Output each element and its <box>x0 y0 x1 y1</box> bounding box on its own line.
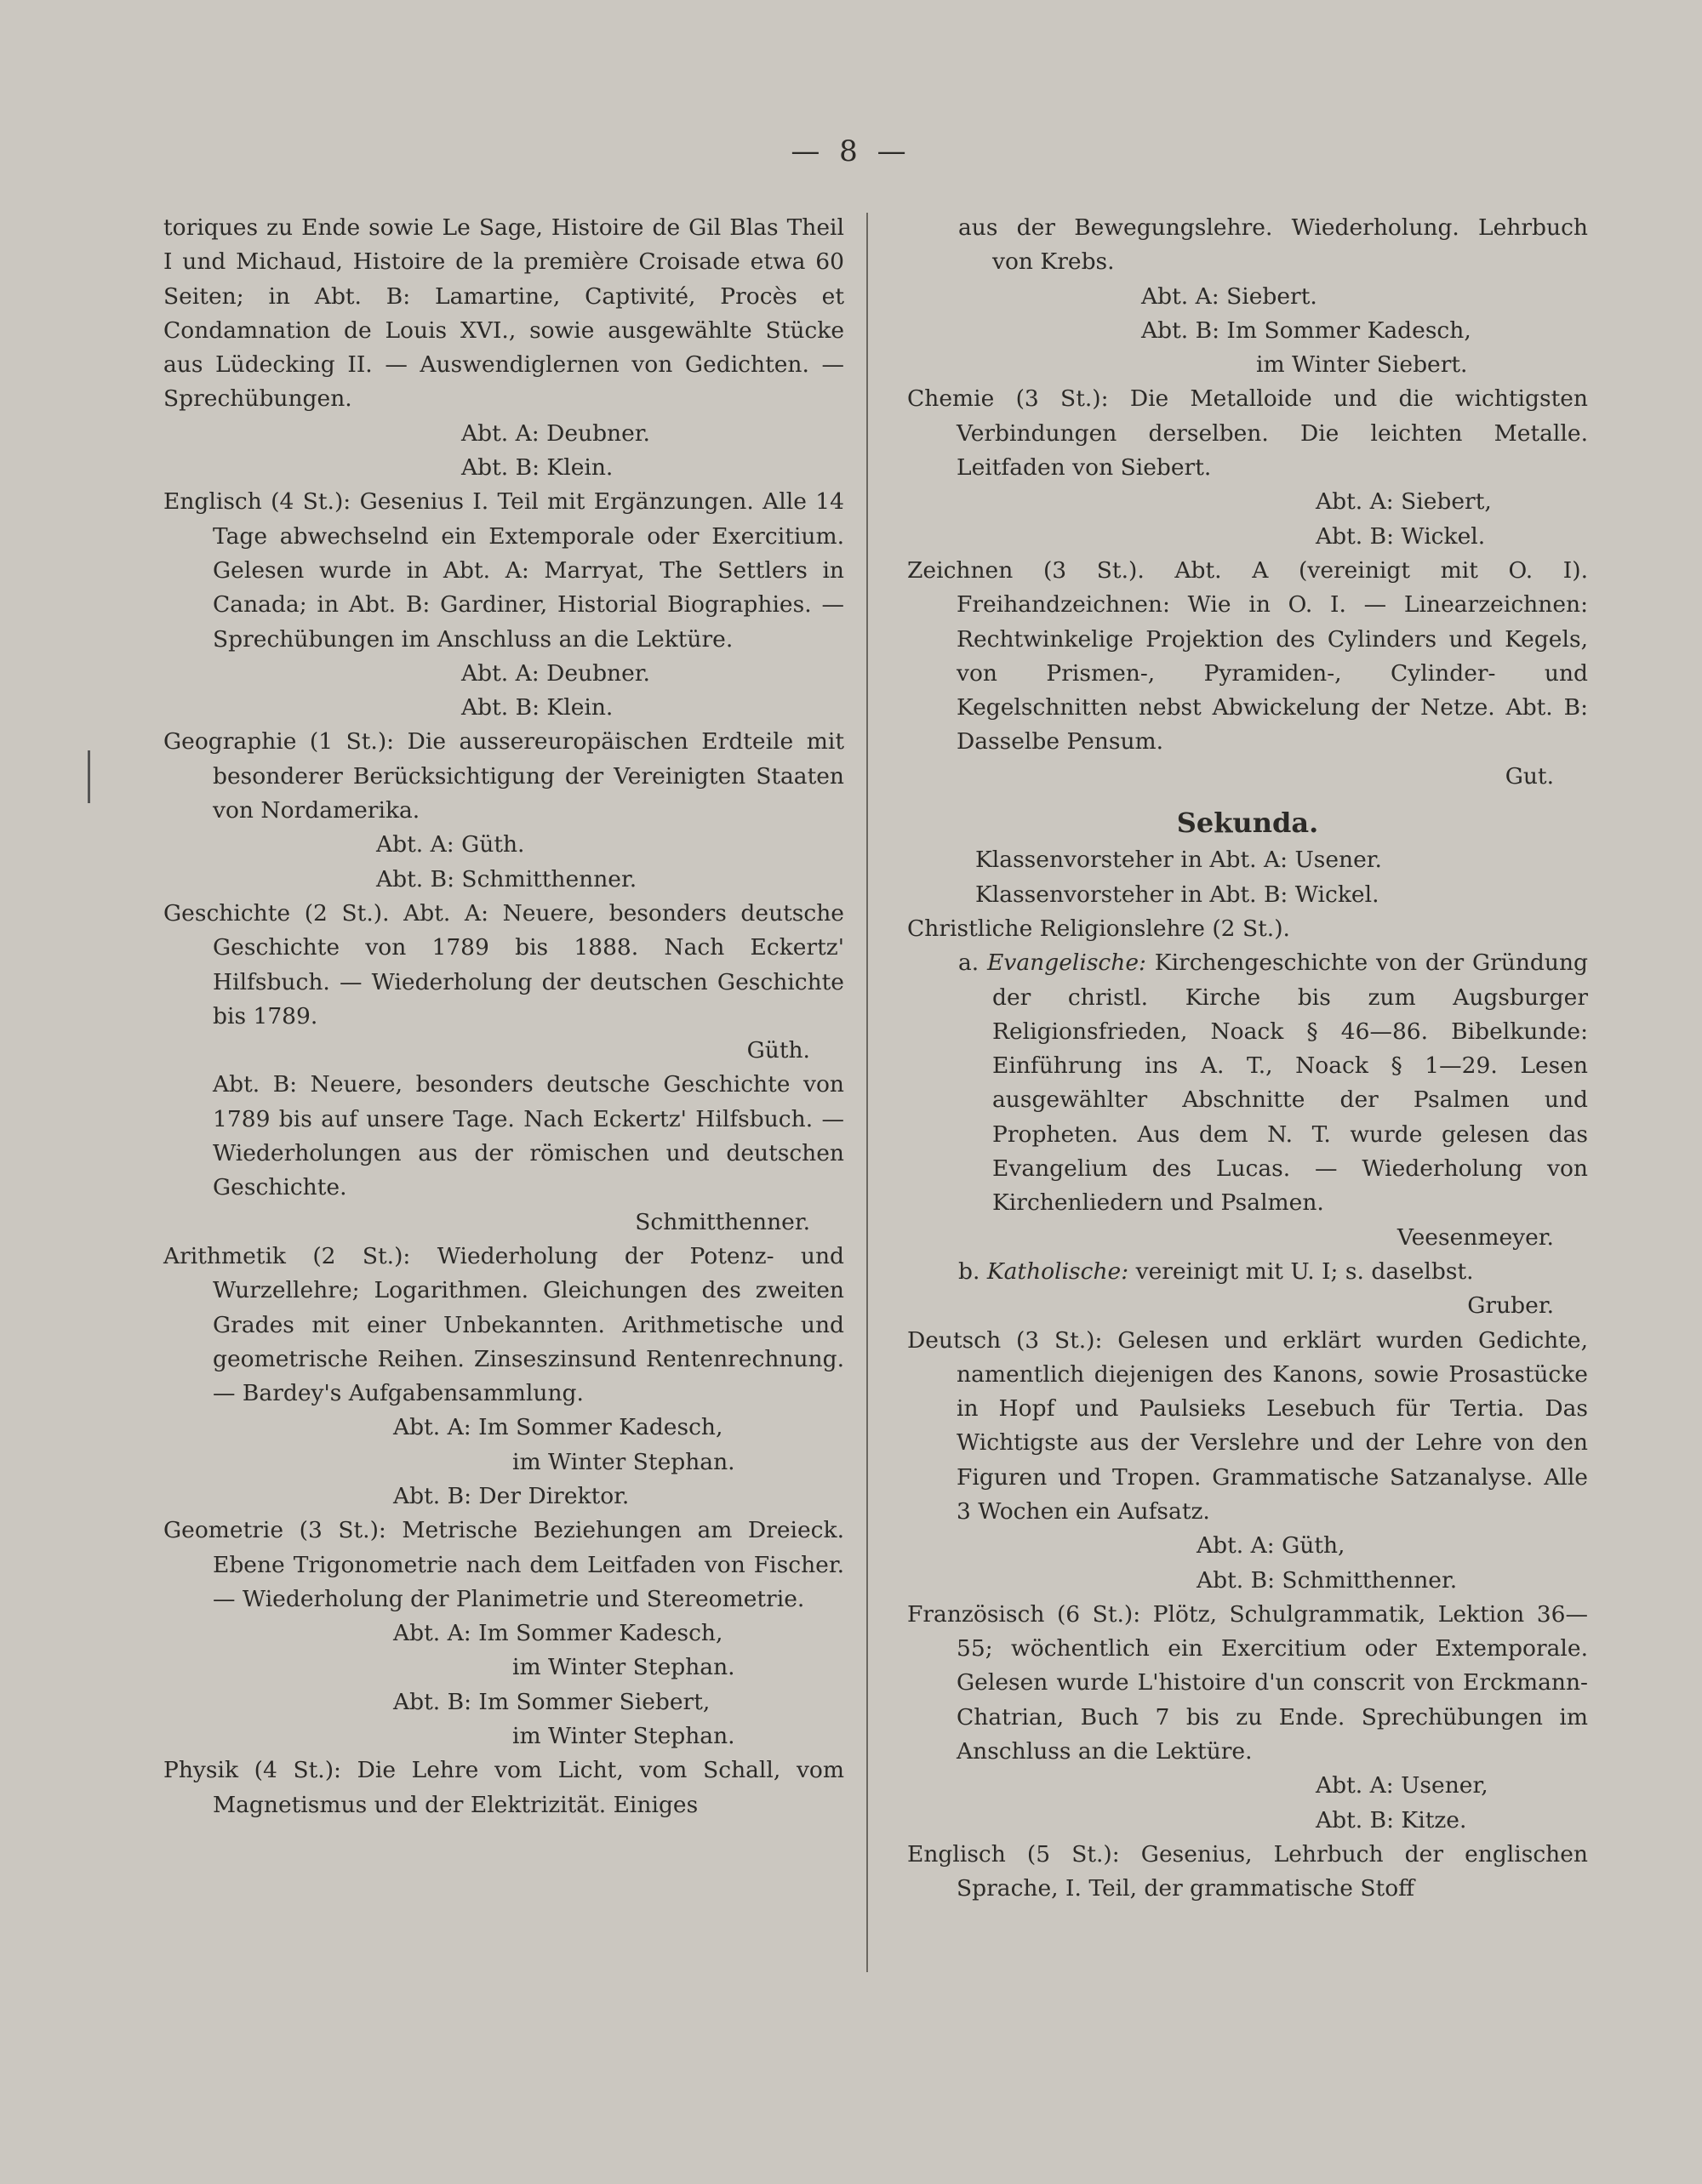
list-label: b. <box>958 1257 980 1285</box>
teacher-line: Abt. A: Usener, <box>1316 1772 1488 1799</box>
physik-continuation: aus der Bewegungslehre. Wiederholung. Lehrbuch von Krebs. <box>958 214 1588 276</box>
teacher-line: Schmitthenner. <box>635 1208 810 1235</box>
englisch-entry: Englisch (5 St.): Gesenius, Lehrbuch der englischen Sprache, I. Teil, der grammatische Stoff <box>907 1840 1588 1902</box>
sekunda-heading: Sekunda. <box>1176 807 1319 840</box>
teacher-line: Abt. B: Schmitthenner. <box>1197 1566 1458 1594</box>
left-column <box>163 211 844 1822</box>
denomination-title: Katholische: <box>986 1257 1129 1285</box>
religion-heading: Christliche Religionslehre (2 St.). <box>907 915 1290 942</box>
column-divider <box>866 213 868 1972</box>
teacher-line: Abt. A: Siebert. <box>1141 282 1317 310</box>
arithmetik-entry: Arithmetik (2 St.): Wiederholung der Potenz- und Wurzellehre; Logarithmen. Gleichungen des zweiten Grades mit einer Unbekannten. Arithmetische und geometrische Reihen. Zinseszinsund Rentenrechnung. — Bardey's Aufgabensammlung. <box>163 1242 844 1407</box>
right-column <box>907 211 1588 1907</box>
list-label: a. <box>958 949 980 977</box>
teacher-line: Abt. B: Wickel. <box>1316 522 1486 550</box>
teacher-line: Gruber. <box>1467 1292 1554 1320</box>
teacher-line: Güth. <box>746 1037 810 1064</box>
teacher-line: Abt. A: Siebert, <box>1316 488 1492 516</box>
teacher-line: im Winter Stephan. <box>512 1654 735 1681</box>
teacher-line: Abt. A: Deubner. <box>461 659 650 687</box>
religion-katholisch <box>907 1255 1588 1289</box>
teacher-line: Abt. A: Im Sommer Kadesch, <box>393 1414 723 1441</box>
teacher-line: Abt. A: Güth, <box>1197 1532 1345 1560</box>
teacher-line: im Winter Stephan. <box>512 1723 735 1750</box>
teacher-line: Abt. A: Deubner. <box>461 419 650 447</box>
religion-text: Kirchengeschichte von der Gründung der christl. Kirche bis zum Augsburger Religionsfrieden, Noack § 46—86. Bibelkunde: Einführung ins A. T., Noack § 1—29. Lesen ausgewählter Abschnitte der Psalmen und Propheten. Aus dem N. T. wurde gelesen das Evangelium des Lucas. — Wiederholung von Kirchenliedern und Psalmen. <box>992 949 1588 1217</box>
klassenvorsteher-b: Klassenvorsteher in Abt. B: Wickel. <box>975 881 1379 908</box>
teacher-line: Abt. B: Klein. <box>461 454 614 482</box>
teacher-line: Gut. <box>1505 762 1554 790</box>
denomination-title: Evangelische: <box>987 949 1146 977</box>
teacher-line: Abt. B: Schmitthenner. <box>376 865 637 892</box>
geometrie-entry: Geometrie (3 St.): Metrische Beziehungen am Dreieck. Ebene Trigonometrie nach dem Leitfaden von Fischer. — Wiederholung der Planimetrie und Stereometrie. <box>163 1517 844 1612</box>
teacher-line: Abt. B: Im Sommer Kadesch, <box>1141 316 1471 344</box>
religion-evangelisch <box>907 946 1588 1220</box>
deutsch-entry: Deutsch (3 St.): Gelesen und erklärt wurden Gedichte, namentlich diejenigen des Kanons, sowie Prosastücke in Hopf und Paulsieks Lesebuch für Tertia. Das Wichtigste aus der Verslehre und der Lehre von den Figuren und Tropen. Grammatische Satzanalyse. Alle 3 Wochen ein Aufsatz. <box>907 1326 1588 1525</box>
margin-mark <box>88 750 90 803</box>
zeichnen-entry: Zeichnen (3 St.). Abt. A (vereinigt mit O. I). Freihandzeichnen: Wie in O. I. — Linearzeichnen: Rechtwinkelige Projektion des Cylinders und Kegels, von Prismen-, Pyramiden-, Cylinder- und Kegelschnitten nebst Abwickelung der Netze. Abt. B: Dasselbe Pensum. <box>907 556 1588 756</box>
religion-text: vereinigt mit U. I; s. daselbst. <box>1135 1257 1474 1285</box>
teacher-line: Abt. A: Güth. <box>376 831 525 858</box>
teacher-line: Abt. A: Im Sommer Kadesch, <box>393 1620 723 1647</box>
englisch-entry: Englisch (4 St.): Gesenius I. Teil mit Ergänzungen. Alle 14 Tage abwechselnd ein Extemporale oder Exercitium. Gelesen wurde in Abt. A: Marryat, The Settlers in Canada; in Abt. B: Gardiner, Historial Biographies. — Sprechübungen im Anschluss an die Lektüre. <box>163 488 844 653</box>
teacher-line: Abt. B: Kitze. <box>1316 1806 1467 1833</box>
klassenvorsteher-a: Klassenvorsteher in Abt. A: Usener. <box>975 847 1382 874</box>
teacher-line: im Winter Stephan. <box>512 1448 735 1475</box>
page-number: — 8 — <box>791 134 911 168</box>
teacher-line: Veesenmeyer. <box>1396 1223 1554 1251</box>
teacher-line: Abt. B: Klein. <box>461 694 614 721</box>
geschichte-b-entry: Abt. B: Neuere, besonders deutsche Geschichte von 1789 bis auf unsere Tage. Nach Eckertz' Hilfsbuch. — Wiederholungen aus der römischen und deutschen Geschichte. <box>213 1071 844 1201</box>
geschichte-entry: Geschichte (2 St.). Abt. A: Neuere, besonders deutsche Geschichte von 1789 bis 1888. Nach Eckertz' Hilfsbuch. — Wiederholung der deutschen Geschichte bis 1789. <box>163 899 844 1029</box>
teacher-line: Abt. B: Der Direktor. <box>393 1482 630 1509</box>
teacher-line: im Winter Siebert. <box>1256 351 1468 379</box>
teacher-line: Abt. B: Im Sommer Siebert, <box>393 1688 711 1715</box>
physik-entry: Physik (4 St.): Die Lehre vom Licht, vom Schall, vom Magnetismus und der Elektrizität. Einiges <box>163 1757 844 1818</box>
chemie-entry: Chemie (3 St.): Die Metalloide und die wichtigsten Verbindungen derselben. Die leichten Metalle. Leitfaden von Siebert. <box>907 385 1588 482</box>
geographie-entry: Geographie (1 St.): Die aussereuropäischen Erdteile mit besonderer Berücksichtigung der Vereinigten Staaten von Nordamerika. <box>163 728 844 824</box>
franzoesisch-continuation: toriques zu Ende sowie Le Sage, Histoire de Gil Blas Theil I und Michaud, Histoire de la première Croisade etwa 60 Seiten; in Abt. B: Lamartine, Captivité, Procès et Condamnation de Louis XVI., sowie ausgewählte Stücke aus Lüdecking II. — Auswendiglernen von Gedichten. — Sprechübungen. <box>163 214 844 413</box>
franzoesisch-entry: Französisch (6 St.): Plötz, Schulgrammatik, Lektion 36—55; wöchentlich ein Exercitium oder Extemporale. Gelesen wurde L'histoire d'un conscrit von Erckmann-Chatrian, Buch 7 bis zu Ende. Sprechübungen im Anschluss an die Lektüre. <box>907 1600 1588 1765</box>
